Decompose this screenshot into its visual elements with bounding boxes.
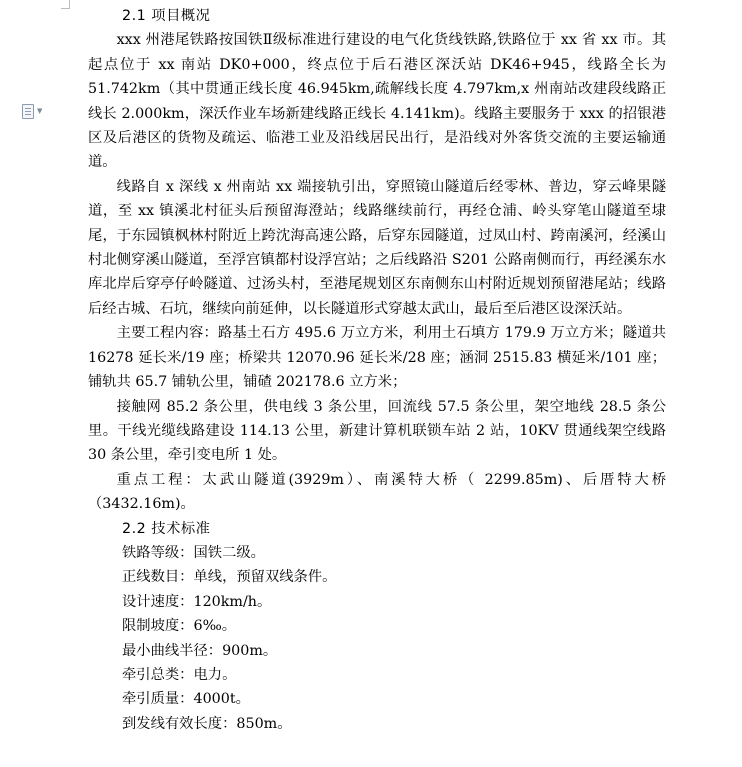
list-item-traction-type: 牵引总类：电力。 [122,666,237,683]
list-item-ruling-gradient: 限制坡度：6‰。 [122,618,237,635]
list-item-design-speed: 设计速度：120km/h。 [122,593,272,610]
paragraph-electrical-works: 接触网 85.2 条公里，供电线 3 条公里，回流线 57.5 条公里，架空地线 28.5 条公里。干线光缆线路建设 114.13 公里，新建计算机联锁车站 2 站，10KV 贯通线架空线路 30 条公里，牵引变电所 1 处。 [88,398,666,464]
list-item-traction-mass: 牵引质量：4000t。 [122,691,250,708]
list-item-main-lines: 正线数目：单线，预留双线条件。 [122,569,337,586]
document-body [88,4,666,736]
document-page-icon [22,104,34,119]
document-options-icon[interactable] [22,103,46,119]
section-heading-technical-standards: 2.2 技术标准 [122,520,211,537]
paragraph-main-works: 主要工程内容：路基土石方 495.6 万立方米，利用土石填方 179.9 万立方米；隧道共 16278 延长米/19 座；桥梁共 12070.96 延长米/28 座；涵洞 2515.83 横延米/101 座；铺轨共 65.7 铺轨公里，铺碴 202178.6 立方米； [88,325,667,391]
list-item-railway-grade: 铁路等级：国铁二级。 [122,544,265,561]
paragraph-route-description: 线路自 x 深线 x 州南站 xx 端接轨引出，穿照镜山隧道后经零林、普边，穿云峰果隧道，至 xx 镇溪北村征头后预留海澄站；线路继续前行，再经仓浦、岭头穿笔山隧道至埭尾，于东园镇枫林村附近上跨沈海高速公路，后穿东园隧道，过凤山村、跨南溪河，经溪山村北侧穿溪山隧道，至浮宫镇都村设浮宫站；之后线路沿 S201 公路南侧而行，再经溪东水库北岸后穿亭仔岭隧道、过汤头村，至港尾规划区东南侧东山村附近规划预留港尾站；线路后经古城、石坑，继续向前延伸，以长隧道形式穿越太武山，最后至后港区设深沃站。 [88,178,667,317]
section-heading-project-overview: 2.1 项目概况 [122,8,211,24]
list-item-min-curve-radius: 最小曲线半径：900m。 [122,642,278,659]
paragraph-route-summary: xxx 州港尾铁路按国铁Ⅱ级标准进行建设的电气化货线铁路,铁路位于 xx 省 xx 市。其起点位于 xx 南站 DK0+000，终点位于后石港区深沃站 DK46+945，线路全长为 51.742km（其中贯通正线长度 46.945km,疏解线长度 4.797km,x 州南站改建段线路正线长 2.000km，深沃作业车场新建线路正线长 4.141km)。线路主要服务于 xxx 的招银港区及后港区的货物及疏运、临港工业及沿线居民出行，是沿线对外客货交流的主要运输通道。 [88,32,666,171]
paragraph-key-works: 重点工程：太武山隧道(3929m）、南溪特大桥（ 2299.85m)、后厝特大桥（3432.16m)。 [88,471,666,513]
chevron-down-icon: ▼ [37,107,43,115]
page-corner-mark [61,0,70,9]
list-item-siding-length: 到发线有效长度：850m。 [122,715,292,732]
